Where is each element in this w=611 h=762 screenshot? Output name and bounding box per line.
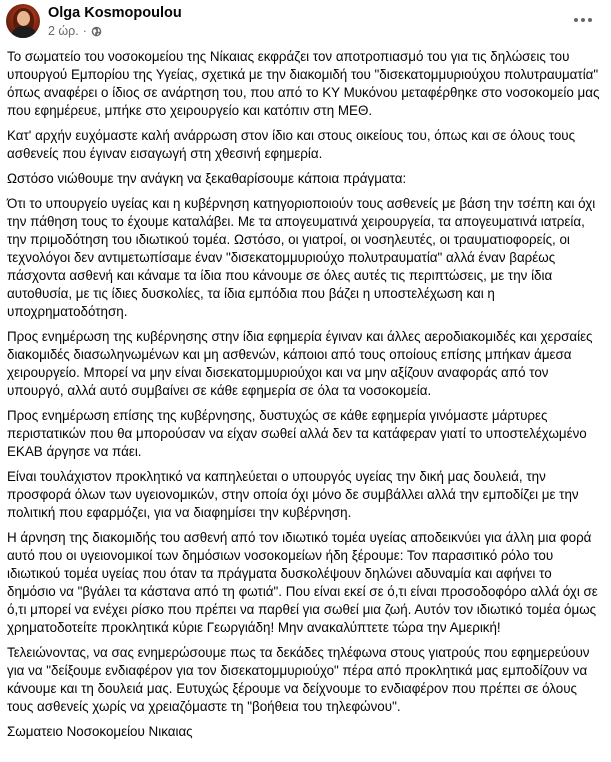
post-paragraph: Προς ενημέρωση της κυβέρνησης στην ίδια εφημερία έγιναν και άλλες αεροδιακομιδές και χερσαίες διακομιδές διασωληνωμένων και μη ασθενών, κάποιοι από τους οποίους επίσης μπήκαν άμεσα χειρουργείο. Μπορεί να μην είναι δισεκατομμυριούχοι και να μην αξίζουν αναφοράς από τον υπουργό, αλλά αυτό συμβαίνει σε κάθε εφημερία σε όλα τα νοσοκομεία. [7, 329, 593, 398]
avatar[interactable] [6, 4, 40, 38]
post-paragraph: Ότι το υπουργείο υγείας και η κυβέρνηση κατηγοριοποιούν τους ασθενείς με βάση την τσέπη και όχι την πάθηση τους το έχουμε καταλάβει. Με τα απογευματινά χειρουργεία, τα απογευματινά ιατρεία, την πριμοδότηση του ιδιωτικού τομέα. Ωστόσο, οι γιατροί, οι νοσηλευτές, οι τραυματιοφορείς, οι τεχνολόγοι δεν αντιμετωπίσαμε έναν "δισεκατομμυριούχο πολυτραυματία" αλλά έναν βαρέως πάσχοντα ασθενή και κάναμε τα ίδια που κάνουμε σε όλες αυτές τις περιπτώσεις, με την ίδια αυτοθυσία, με τις ίδιες δυσκολίες, τα ίδια εμπόδια που βάζει η υποστελέχωση και η υποχρηματοδότηση. [7, 196, 596, 319]
post-signature: Σωματειο Νοσοκομείου Νικαιας [7, 724, 193, 739]
post-paragraph: Κατ' αρχήν ευχόμαστε καλή ανάρρωση στον ίδιο και στους οικείους του, όπως και σε όλους τους ασθενείς που έγιναν εισαγωγή στη χθεσινή εφημερία. [7, 128, 576, 161]
post-paragraph: Το σωματείο του νοσοκομείου της Νίκαιας εκφράζει τον αποτροπιασμό του για τις δηλώσεις του υπουργού Εμπορίου της Υγείας, σχετικά με την διακομιδή του "δισεκατομμυριούχου πολυτραυματία" όπως αναφέρει ο ίδιος σε ανάρτηση του, που από το ΚΥ Μυκόνου μεταφέρθηκε στο νοσοκομείο μας που εφημέρευε, μπήκε στο χειρουργείο και κατόπιν στη ΜΕΘ. [7, 49, 600, 118]
more-options-icon[interactable] [569, 10, 597, 30]
post-paragraph: Ωστόσο νιώθουμε την ανάγκη να ξεκαθαρίσουμε κάποια πράγματα: [7, 171, 407, 186]
post-paragraph: Προς ενημέρωση επίσης της κυβέρνησης, δυστυχώς σε κάθε εφημερία γινόμαστε μάρτυρες περιστατικών που θα μπορούσαν να είχαν σωθεί αλλά δεν τα κατάφεραν γιατί το υποστελέχωμένο ΕΚΑΒ άργησε να πάει. [7, 408, 587, 459]
meta-separator: · [82, 24, 87, 38]
post-body [0, 48, 611, 741]
avatar-face [17, 11, 30, 26]
post-paragraph: Η άρνηση της διακομιδής του ασθενή από τον ιδιωτικό τομέα υγείας αποδεικνύει για άλλη μια φορά αυτό που οι υγειονομικοί των δημόσιων νοσοκομείων ήδη ξέρουμε: Τον παρασιτικό ρόλο του ιδιωτικού τομέα υγείας που όταν τα πράγματα δυσκολέψουν δηλώνει αδυναμία και αφήνει το δημόσιο να "βγάλει τα κάστανα από τη φωτιά". Που είναι εκεί σε ό,τι είναι προσοδοφόρο αλλά όχι σε ό,τι μπορεί να ενέχει ρίσκο που πρέπει να παρθεί για σωθεί μια ζωή. Αυτόν τον ιδιωτικό τομέα όμως χρηματοδοτείτε προκλητικά κύριε Γεωργιάδη! Μην ανακαλύπτετε τώρα την Αμερική! [7, 530, 598, 635]
post-meta [48, 24, 102, 38]
post-time[interactable]: 2 ώρ. [48, 24, 79, 38]
globe-icon[interactable] [91, 26, 102, 37]
post-paragraph: Είναι τουλάχιστον προκλητικό να καπηλεύεται ο υπουργός υγείας την δική μας δουλειά, την προσφορά όλων των υγειονομικών, στην οποία όχι μόνο δε συμβάλλει αλλά την εμποδίζει με την πολιτική που εφαρμόζει, για να διαφημίσει την κυβέρνηση. [7, 469, 579, 520]
post-header [0, 0, 611, 48]
author-name[interactable]: Olga Kosmopoulou [48, 5, 182, 21]
avatar-body [12, 26, 36, 38]
post-paragraph: Τελειώνοντας, να σας ενημερώσουμε πως τα δεκάδες τηλέφωνα στους γιατρούς που εφημερεύουν για να "δείξουμε ενδιαφέρον για τον δισεκατομμυριούχο" πέρα από προκλητικά μας εμποδίζουν να κάνουμε και τη δουλειά μας. Ευτυχώς ξέρουμε να δείχνουμε το ενδιαφέρον που πρέπει σε όλους τους ασθενείς χωρίς να χρειαζόμαστε τη "βοήθεια του τηλεφώνου". [7, 645, 590, 714]
